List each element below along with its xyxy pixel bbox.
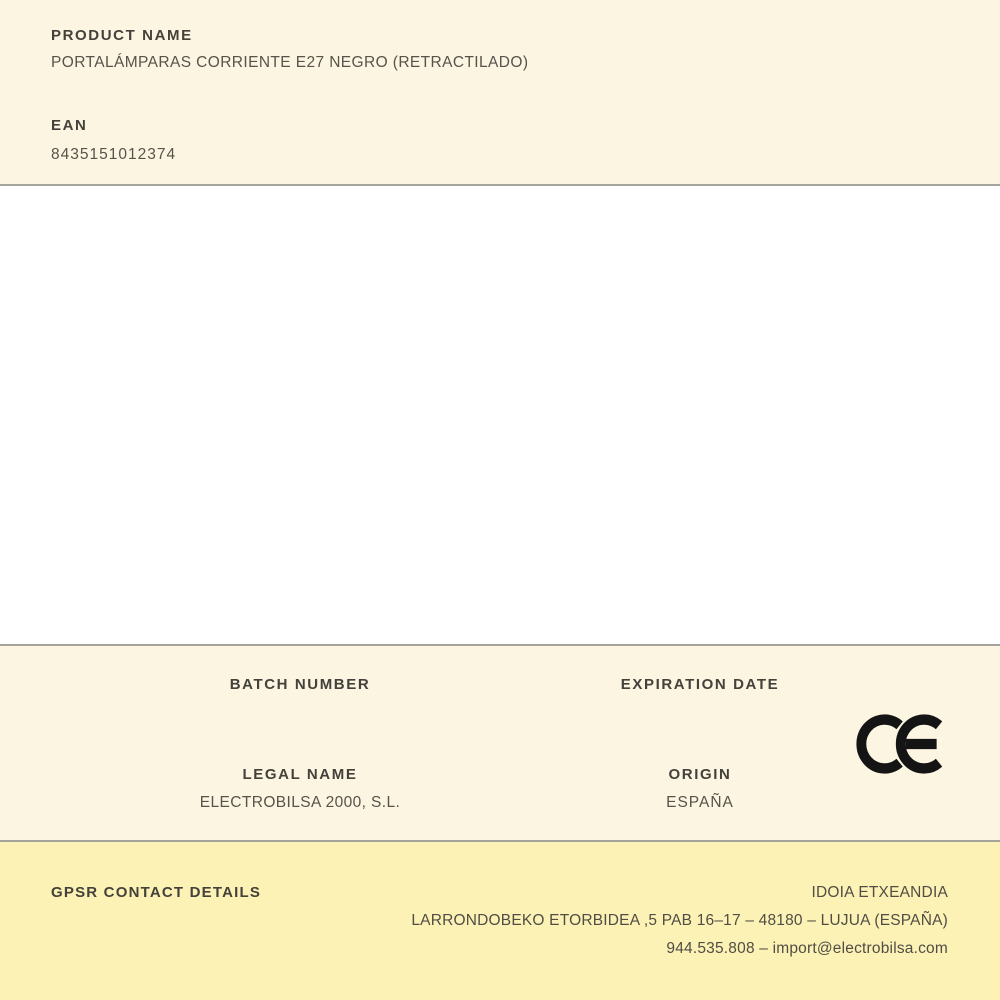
ce-mark-icon — [856, 713, 942, 775]
expiration-date-label: EXPIRATION DATE — [620, 676, 780, 693]
batch-number-label: BATCH NUMBER — [229, 676, 371, 693]
origin-value: ESPAÑA — [666, 794, 734, 811]
product-name-label: PRODUCT NAME — [51, 27, 193, 44]
blank-area — [0, 186, 1000, 644]
ean-label: EAN — [51, 117, 88, 134]
gpsr-contact-label: GPSR CONTACT DETAILS — [51, 884, 262, 901]
legal-name-value: ELECTROBILSA 2000, S.L. — [199, 794, 401, 811]
legal-name-field — [100, 766, 500, 812]
contact-phone-email: 944.535.808 – import@electrobilsa.com — [666, 940, 948, 957]
expiration-date-field — [500, 676, 900, 703]
product-info-section — [0, 0, 1000, 186]
batch-number-field — [100, 676, 500, 703]
origin-label: ORIGIN — [668, 766, 732, 783]
ean-value: 8435151012374 — [51, 146, 177, 163]
product-name-value: PORTALÁMPARAS CORRIENTE E27 NEGRO (RETRACTILADO) — [51, 54, 529, 71]
origin-field — [500, 766, 900, 812]
batch-origin-section — [0, 644, 1000, 842]
legal-name-label: LEGAL NAME — [242, 766, 358, 783]
contact-address: LARRONDOBEKO ETORBIDEA ,5 PAB 16–17 – 48180 – LUJUA (ESPAÑA) — [411, 912, 948, 929]
gpsr-contact-section — [0, 842, 1000, 1000]
contact-name: IDOIA ETXEANDIA — [811, 884, 948, 901]
